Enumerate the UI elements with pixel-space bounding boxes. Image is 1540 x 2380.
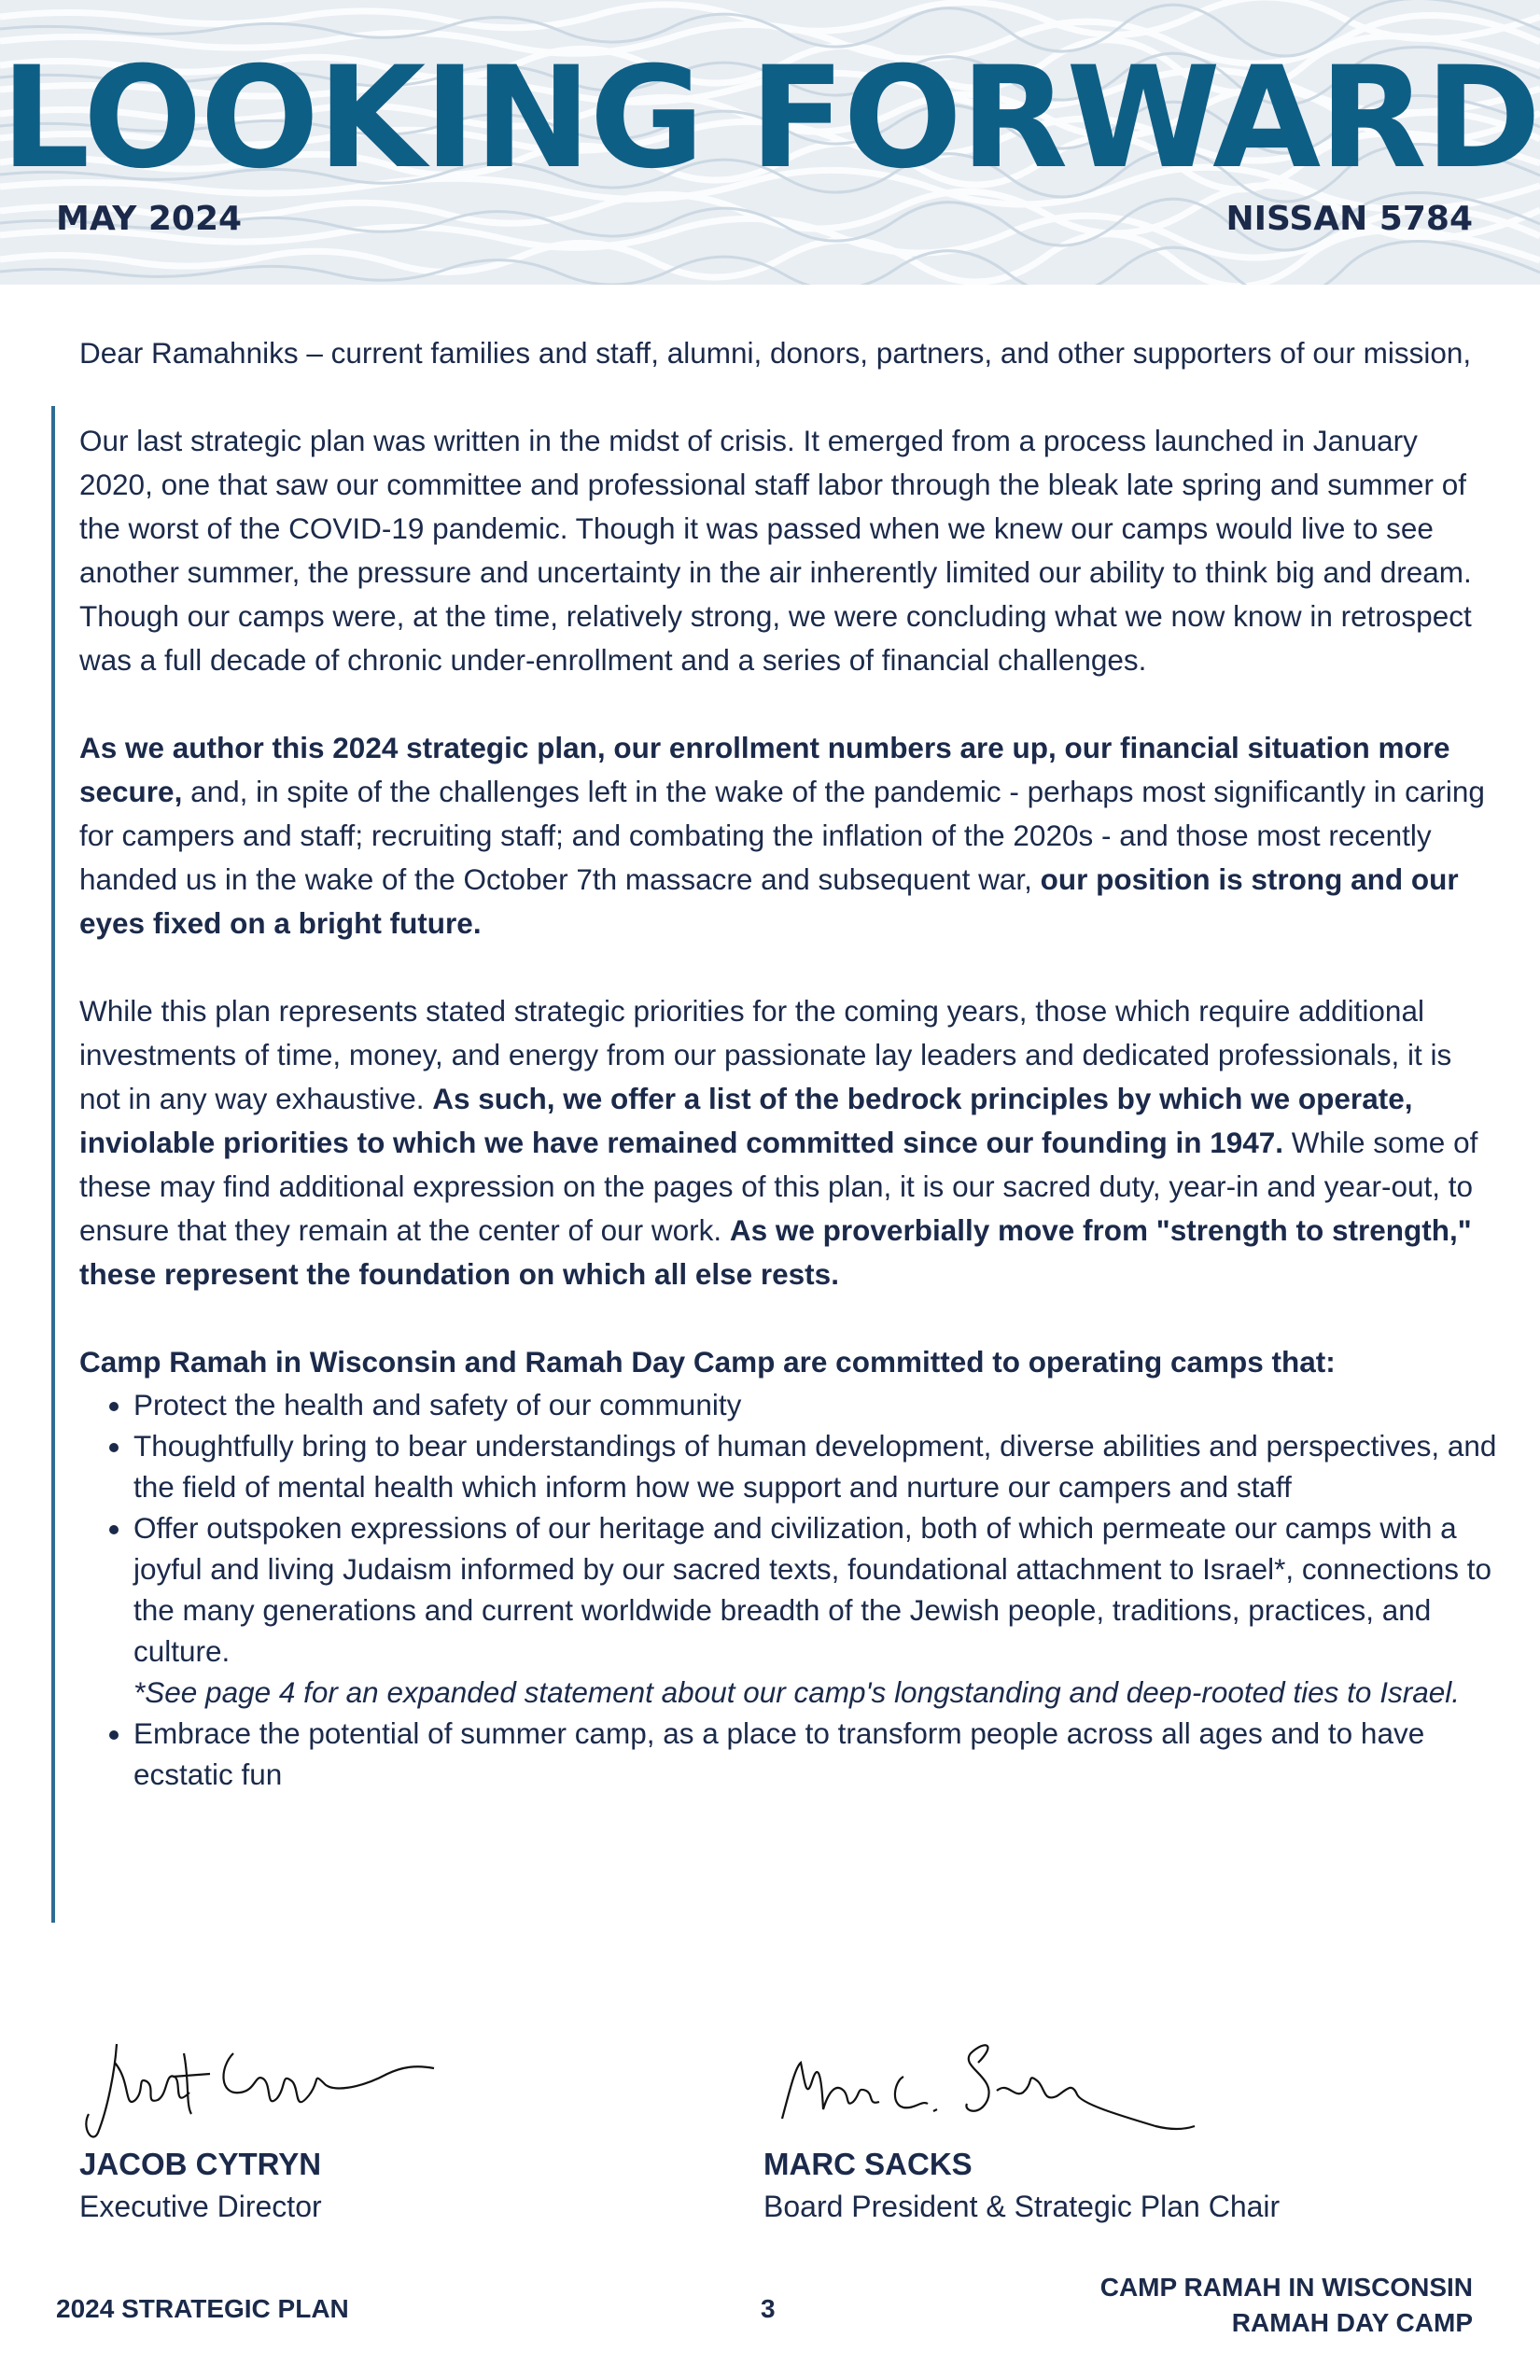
footer-organization (1100, 2270, 1473, 2341)
footer-document-name: 2024 STRATEGIC PLAN (56, 2294, 349, 2323)
commitment-list (79, 1384, 1498, 1795)
paragraph-3-bold-1: As such, we offer a list of the bedrock principles by which we operate, inviolable priorities to which we have remained committed since our founding in 1947. (79, 1082, 1413, 1159)
signer-name: JACOB CYTRYN (79, 2147, 322, 2181)
paragraph-1: Our last strategic plan was written in the midst of crisis. It emerged from a process launched in January 2020, one that saw our committee and professional staff labor through the bleak late spring and summer of the worst of the COVID-19 pandemic. Though it was passed when we knew our camps would live to see another summer, the pressure and uncertainty in the air inherently limited our ability to think big and dream. Though our camps were, at the time, relatively strong, we were concluding what we now know in retrospect was a full decade of chronic under-enrollment and a series of financial challenges. (79, 424, 1472, 677)
paragraph-2 (79, 726, 1498, 945)
signature-block-sacks (763, 2025, 1280, 2224)
signature-sacks (763, 2025, 1211, 2147)
paragraph-2-text: and, in spite of the challenges left in the wake of the pandemic - perhaps most significantly in caring for campers and staff; recruiting staff; and combating the inflation of the 2020s - and those most recently handed us in the wake of the October 7th massacre and subsequent war, (79, 775, 1485, 896)
paragraph-2-bold-end: our position is strong and our eyes fixed on a bright future. (79, 862, 1459, 940)
signer-role: Executive Director (79, 2190, 322, 2223)
signer-role: Board President & Strategic Plan Chair (763, 2190, 1281, 2223)
header-banner (0, 0, 1540, 285)
signer-name: MARC SACKS (763, 2147, 973, 2181)
paragraph-2-bold-lead: As we author this 2024 strategic plan, our enrollment numbers are up, our financial situation more secure, (79, 731, 1450, 808)
letter-salutation: Dear Ramahniks – current families and staff, alumni, donors, partners, and other supporters of our mission, (79, 336, 1472, 370)
paragraph-3-bold-2: As we proverbially move from "strength to strength," these represent the foundation on which all else rests. (79, 1213, 1472, 1291)
footer-org-line-2: RAMAH DAY CAMP (1231, 2308, 1473, 2337)
list-item: • Protect the health and safety of our community (133, 1384, 1498, 1425)
date-gregorian: MAY 2024 (56, 200, 243, 238)
list-item: • Thoughtfully bring to bear understandings of human development, diverse abilities and perspectives, and the field of mental health which inform how we support and nurture our campers and staff (133, 1425, 1498, 1507)
paragraph-3-text-1: While this plan represents stated strategic priorities for the coming years, those which require additional investments of time, money, and energy from our passionate lay leaders and dedicated professionals, it is not in any way exhaustive. (79, 994, 1452, 1115)
left-accent-rule (51, 406, 55, 1923)
commitment-heading: Camp Ramah in Wisconsin and Ramah Day Camp are committed to operating camps that: (79, 1345, 1336, 1379)
page-title: LOOKING FORWARD (0, 37, 1540, 200)
israel-footnote: *See page 4 for an expanded statement about our camp's longstanding and deep-rooted ties to Israel. (133, 1675, 1460, 1709)
footer-org-line-1: CAMP RAMAH IN WISCONSIN (1099, 2273, 1473, 2302)
signature-cytryn (79, 2025, 453, 2147)
paragraph-3 (79, 989, 1498, 1296)
paragraph-3-text-2: While some of these may find additional expression on the pages of this plan, it is our sacred duty, year-in and year-out, to ensure that they remain at the center of our work. (79, 1126, 1478, 1247)
signature-block-cytryn (79, 2025, 453, 2224)
list-item: • Embrace the potential of summer camp, as a place to transform people across all ages and to have ecstatic fun (133, 1713, 1498, 1795)
list-item-text: Offer outspoken expressions of our heritage and civilization, both of which permeate our camps with a joyful and living Judaism informed by our sacred texts, foundational attachment to Israel*, connections to the many generations and current worldwide breadth of the Jewish people, traditions, practices, and culture. (133, 1511, 1492, 1668)
page-number: 3 (761, 2294, 776, 2323)
list-item (133, 1507, 1498, 1713)
date-hebrew: NISSAN 5784 (1225, 200, 1473, 238)
letter-body (79, 331, 1498, 1795)
